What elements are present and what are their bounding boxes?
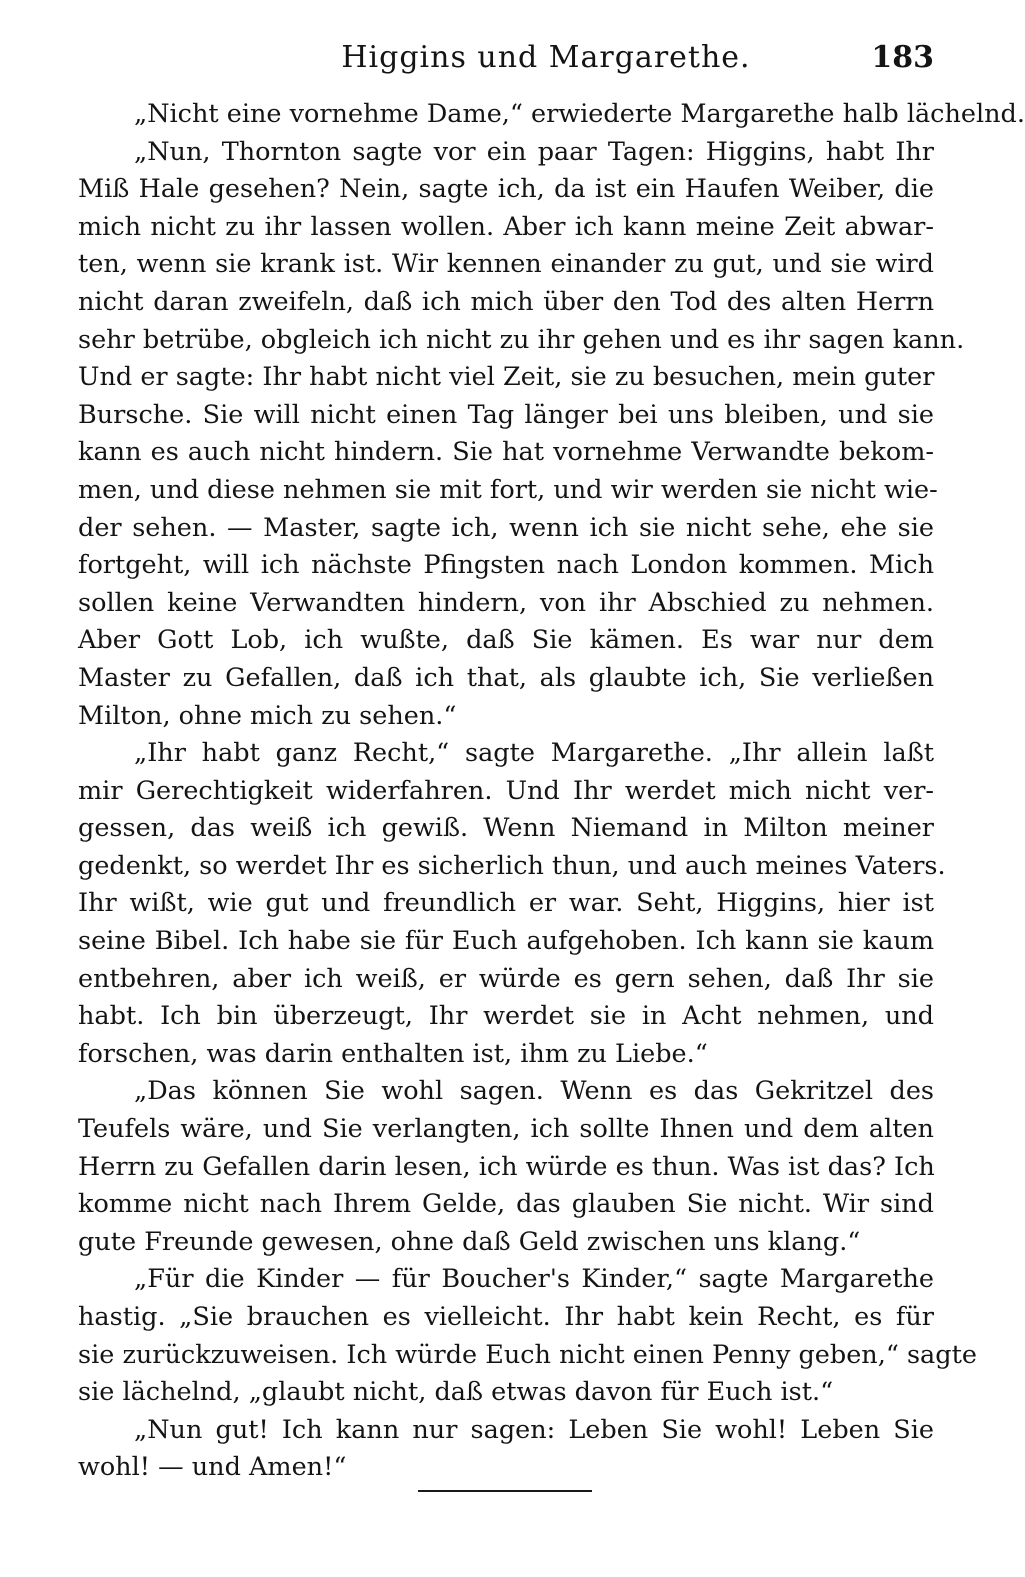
text-line: sollen keine Verwandten hindern, von ihr Abschied zu nehmen. [78, 587, 934, 618]
text-line: Und er sagte: Ihr habt nicht viel Zeit, sie zu besuchen, mein guter [78, 362, 935, 393]
body-text [78, 96, 1025, 1487]
text-line: gute Freunde gewesen, ohne daß Geld zwischen uns klang.“ [78, 1226, 861, 1257]
text-line: Master zu Gefallen, daß ich that, als glaubte ich, Sie verließen [78, 662, 934, 693]
page-number: 183 [871, 40, 934, 75]
text-line: mir Gerechtigkeit widerfahren. Und Ihr werdet mich nicht ver- [78, 775, 934, 806]
text-line: forschen, was darin enthalten ist, ihm zu Liebe.“ [78, 1038, 708, 1069]
text-line: gessen, das weiß ich gewiß. Wenn Niemand in Milton meiner [78, 813, 934, 844]
chapter-title: Higgins und Margarethe. [341, 40, 751, 75]
text-line: kann es auch nicht hindern. Sie hat vornehme Verwandte bekom- [78, 437, 934, 468]
text-line: entbehren, aber ich weiß, er würde es gern sehen, daß Ihr sie [78, 963, 934, 994]
text-line: „Für die Kinder — für Boucher's Kinder,“ sagte Margarethe [134, 1264, 934, 1295]
text-line: seine Bibel. Ich habe sie für Euch aufgehoben. Ich kann sie kaum [78, 926, 934, 957]
end-rule [418, 1490, 592, 1492]
text-line: hastig. „Sie brauchen es vielleicht. Ihr habt kein Recht, es für [78, 1302, 934, 1332]
text-line: Aber Gott Lob, ich wußte, daß Sie kämen. Es war nur dem [78, 625, 934, 656]
text-line: „Nun gut! Ich kann nur sagen: Leben Sie wohl! Leben Sie [134, 1414, 934, 1445]
text-line: „Das können Sie wohl sagen. Wenn es das Gekritzel des [134, 1076, 934, 1107]
text-line: komme nicht nach Ihrem Gelde, das glauben Sie nicht. Wir sind [78, 1189, 934, 1220]
text-line: habt. Ich bin überzeugt, Ihr werdet sie in Acht nehmen, und [78, 1001, 934, 1032]
text-line: Miß Hale gesehen? Nein, sagte ich, da ist ein Haufen Weiber, die [78, 174, 934, 205]
text-line: „Ihr habt ganz Recht,“ sagte Margarethe. „Ihr allein laßt [134, 738, 934, 769]
text-line: gedenkt, so werdet Ihr es sicherlich thun, und auch meines Vaters. [78, 850, 946, 881]
text-line: men, und diese nehmen sie mit fort, und wir werden sie nicht wie- [78, 474, 938, 505]
text-line: ten, wenn sie krank ist. Wir kennen einander zu gut, und sie wird [78, 249, 934, 280]
text-line: sie lächelnd, „glaubt nicht, daß etwas davon für Euch ist.“ [78, 1377, 834, 1408]
text-line: sie zurückzuweisen. Ich würde Euch nicht einen Penny geben,“ sagte [78, 1339, 977, 1370]
text-line: fortgeht, will ich nächste Pfingsten nach London kommen. Mich [78, 550, 934, 581]
text-line: „Nicht eine vornehme Dame,“ erwiederte Margarethe halb lächelnd. [134, 99, 1025, 129]
text-line: Milton, ohne mich zu sehen.“ [78, 700, 457, 731]
text-line: mich nicht zu ihr lassen wollen. Aber ich kann meine Zeit abwar- [78, 211, 934, 242]
text-line: Herrn zu Gefallen darin lesen, ich würde es thun. Was ist das? Ich [78, 1151, 935, 1182]
text-line: sehr betrübe, obgleich ich nicht zu ihr gehen und es ihr sagen kann. [78, 324, 965, 355]
running-header [78, 34, 934, 84]
text-line: Teufels wäre, und Sie verlangten, ich sollte Ihnen und dem alten [78, 1114, 934, 1145]
text-line: wohl! — und Amen!“ [78, 1452, 347, 1483]
text-line: der sehen. — Master, sagte ich, wenn ich sie nicht sehe, ehe sie [78, 512, 934, 543]
text-line: Ihr wißt, wie gut und freundlich er war. Seht, Higgins, hier ist [78, 888, 934, 919]
text-line: Bursche. Sie will nicht einen Tag länger bei uns bleiben, und sie [78, 399, 934, 430]
text-line: „Nun, Thornton sagte vor ein paar Tagen: Higgins, habt Ihr [134, 136, 934, 167]
text-line: nicht daran zweifeln, daß ich mich über den Tod des alten Herrn [78, 286, 934, 317]
